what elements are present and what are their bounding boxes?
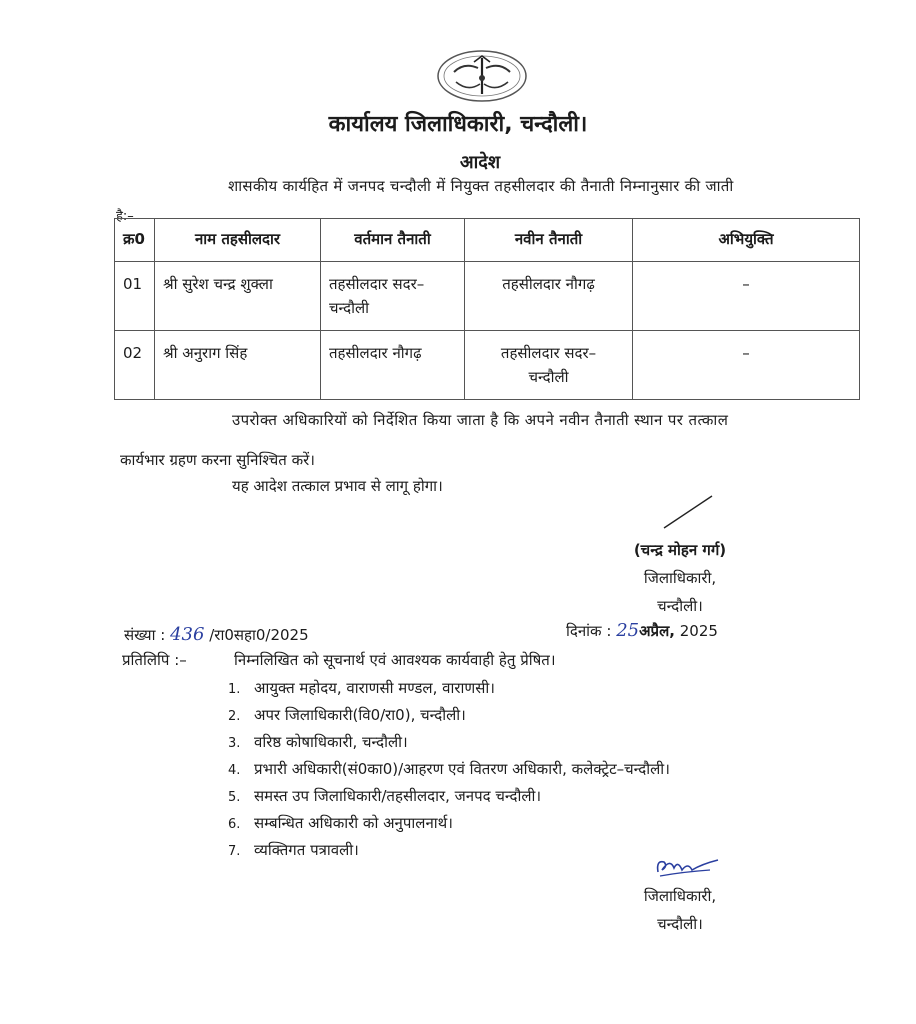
instruction-paragraph: उपरोक्त अधिकारियों को निर्देशित किया जाता है कि अपने नवीन तैनाती स्थान पर तत्काल — [232, 411, 729, 429]
cell-current-l1: तहसीलदार सदर– — [329, 275, 425, 293]
date-month: अप्रैल, — [639, 622, 675, 640]
reference-label: संख्या : — [124, 626, 166, 644]
list-item-number: 6. — [228, 817, 241, 832]
initials-signature-icon — [652, 852, 724, 882]
list-item — [228, 703, 670, 730]
signatory-place-copy: चन्दौली। — [657, 915, 703, 933]
header-new-posting: नवीन तैनाती — [465, 219, 633, 262]
copy-to-text: निम्नलिखित को सूचनार्थ एवं आवश्यक कार्यवाही हेतु प्रेषित। — [234, 651, 556, 669]
intro-line-end: है:– — [116, 209, 134, 224]
cell-sno: 02 — [115, 331, 155, 400]
cell-new-posting — [465, 262, 633, 331]
list-item-text: प्रभारी अधिकारी(सं0का0)/आहरण एवं वितरण अधिकारी, कलेक्ट्रेट–चन्दौली। — [254, 760, 670, 778]
cell-remark: – — [633, 262, 860, 331]
header-remark: अभियुक्ति — [633, 219, 860, 262]
cell-name: श्री सुरेश चन्द्र शुक्ला — [155, 262, 321, 331]
cell-current-posting — [321, 262, 465, 331]
cell-new-l2: चन्दौली — [528, 368, 569, 386]
header-sno: क्र0 — [115, 219, 155, 262]
cell-sno: 01 — [115, 262, 155, 331]
list-item-text: समस्त उप जिलाधिकारी/तहसीलदार, जनपद चन्दौली। — [254, 787, 542, 805]
list-item — [228, 730, 670, 757]
signatory-designation: जिलाधिकारी, — [643, 569, 717, 587]
list-item-number: 5. — [228, 790, 241, 805]
signature-mark-icon — [660, 492, 720, 532]
list-item-number: 3. — [228, 736, 241, 751]
order-heading: आदेश — [459, 152, 501, 173]
list-item-number: 7. — [228, 844, 241, 859]
reference-number — [124, 624, 309, 645]
header-name: नाम तहसीलदार — [155, 219, 321, 262]
reference-number-handwritten: 436 — [170, 624, 205, 645]
cell-new-l1: तहसीलदार नौगढ़ — [502, 275, 595, 293]
emblem-icon — [434, 48, 530, 104]
copy-to-label: प्रतिलिपि :– — [122, 651, 187, 669]
effect-paragraph: यह आदेश तत्काल प्रभाव से लागू होगा। — [232, 477, 443, 495]
date-day-handwritten: 25 — [616, 620, 640, 641]
list-item — [228, 838, 670, 865]
signatory-place: चन्दौली। — [657, 597, 703, 615]
signature-block-copy — [620, 882, 740, 938]
list-item-number: 1. — [228, 682, 241, 697]
list-item — [228, 811, 670, 838]
signature-block — [600, 536, 760, 620]
list-item-text: आयुक्त महोदय, वाराणसी मण्डल, वाराणसी। — [254, 679, 495, 697]
table-header-row — [115, 219, 860, 262]
copy-to-list — [228, 676, 670, 865]
list-item-number: 2. — [228, 709, 241, 724]
cell-new-l1: तहसीलदार सदर– — [500, 344, 597, 362]
date-label: दिनांक : — [566, 622, 612, 640]
office-title: कार्यालय जिलाधिकारी, चन्दौली। — [328, 112, 588, 137]
list-item-text: सम्बन्धित अधिकारी को अनुपालनार्थ। — [254, 814, 453, 832]
list-item-text: अपर जिलाधिकारी(वि0/रा0), चन्दौली। — [254, 706, 466, 724]
cell-new-posting — [465, 331, 633, 400]
list-item — [228, 676, 670, 703]
list-item-text: वरिष्ठ कोषाधिकारी, चन्दौली। — [254, 733, 408, 751]
cell-current-posting — [321, 331, 465, 400]
header-current-posting: वर्तमान तैनाती — [321, 219, 465, 262]
cell-current-l1: तहसीलदार नौगढ़ — [329, 344, 422, 362]
intro-line: शासकीय कार्यहित में जनपद चन्दौली में नियुक्त तहसीलदार की तैनाती निम्नानुसार की जाती — [228, 177, 734, 195]
date-year: 2025 — [679, 622, 718, 640]
cell-current-l2: चन्दौली — [329, 299, 370, 317]
list-item — [228, 784, 670, 811]
table-row — [115, 262, 860, 331]
cell-name: श्री अनुराग सिंह — [155, 331, 321, 400]
postings-table — [114, 218, 860, 400]
instruction-paragraph-cont: कार्यभार ग्रहण करना सुनिश्चित करें। — [120, 451, 315, 469]
signatory-designation-copy: जिलाधिकारी, — [643, 887, 717, 905]
list-item — [228, 757, 670, 784]
order-date — [566, 620, 718, 641]
copy-to-intro — [122, 650, 556, 670]
list-item-text: व्यक्तिगत पत्रावली। — [254, 841, 359, 859]
cell-remark: – — [633, 331, 860, 400]
list-item-number: 4. — [228, 763, 241, 778]
signatory-name: (चन्द्र मोहन गर्ग) — [633, 541, 727, 559]
reference-suffix: /रा0सहा0/2025 — [209, 626, 309, 644]
table-row — [115, 331, 860, 400]
